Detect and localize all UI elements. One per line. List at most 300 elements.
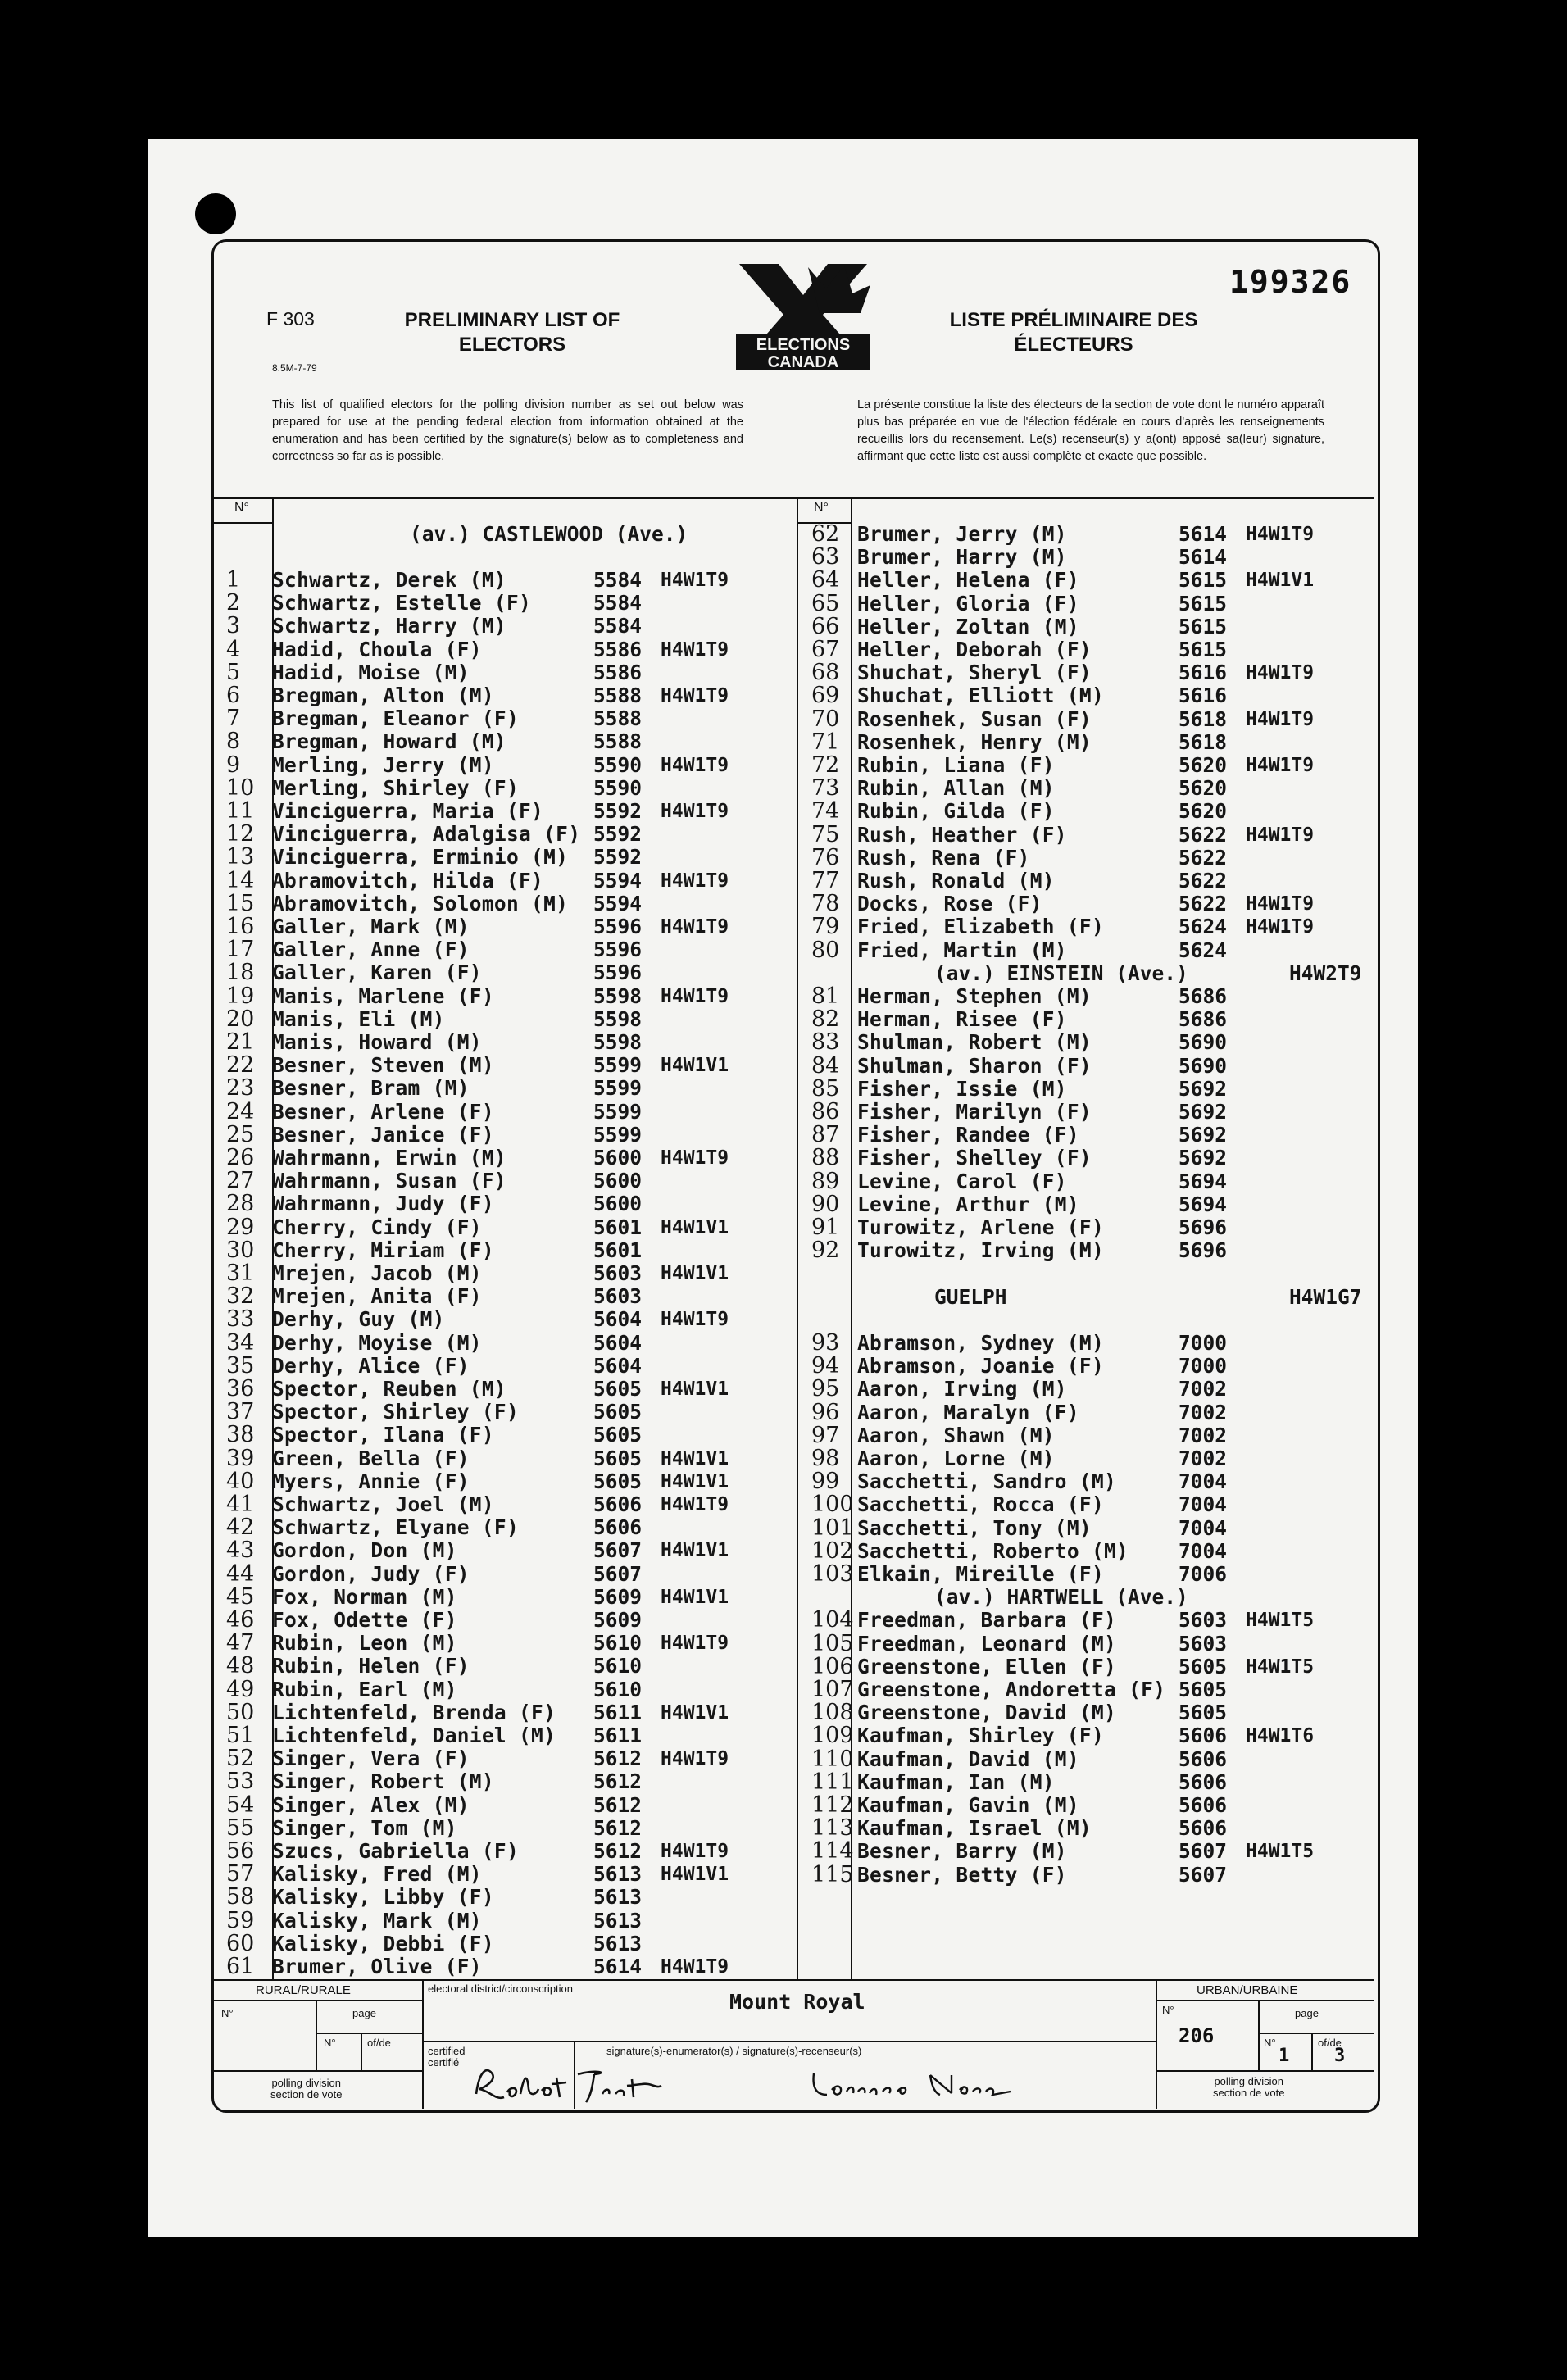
civic-number: 5613 [593,1862,643,1887]
elector-name: Rush, Ronald (M) [857,869,1055,892]
civic-number: 5599 [593,1099,643,1124]
civic-number: 5692 [1179,1146,1228,1170]
civic-number: 5592 [593,799,643,823]
postal-code: H4W1T9 [661,916,729,938]
elector-number: 17 [226,937,255,963]
urban-of-divider [1311,2033,1313,2070]
elector-number: 112 [811,1792,854,1818]
civic-number: 5614 [1179,545,1228,570]
elector-name: Fox, Odette (F) [272,1608,457,1632]
civic-number: 7002 [1179,1423,1228,1447]
civic-number: 5613 [593,1931,643,1955]
elector-name: Lichtenfeld, Brenda (F) [272,1700,556,1724]
elector-number: 4 [226,636,241,662]
electoral-district: Mount Royal [729,1990,865,2014]
civic-number: 5622 [1179,869,1228,892]
civic-number: 5600 [593,1169,643,1193]
section-name: (av.) HARTWELL (Ave.) [934,1585,1188,1610]
civic-number: 7004 [1179,1469,1228,1494]
elector-number: 72 [811,752,840,778]
postal-code: H4W1V1 [661,1864,729,1886]
elector-name: Szucs, Gabriella (F) [272,1839,520,1863]
elector-number: 98 [811,1446,840,1471]
elector-name: Fried, Elizabeth (F) [857,915,1105,939]
elector-number: 26 [226,1145,255,1170]
civic-number: 5584 [593,614,643,638]
civic-number: 5600 [593,1146,643,1170]
civic-number: 5586 [593,637,643,661]
rural-polling-label: polling division section de vote [270,2077,343,2101]
rural-page-no-label: N° [324,2037,336,2049]
elector-name: Manis, Howard (M) [272,1030,482,1054]
civic-number: 5594 [593,868,643,892]
civic-number: 5694 [1179,1192,1228,1216]
footer-urban-divider [1156,1979,1157,2109]
postal-code: H4W1T9 [661,570,729,591]
civic-number: 5607 [593,1538,643,1563]
elector-number: 34 [226,1329,255,1356]
elector-name: Greenstone, Ellen (F) [857,1654,1117,1678]
civic-number: 5599 [593,1122,643,1147]
rural-of-divider [361,2033,362,2070]
civic-number: 5596 [593,961,643,985]
civic-number: 5614 [1179,522,1228,546]
civic-number: 5612 [593,1746,643,1771]
street-section-heading [934,1586,1188,1609]
elector-number: 70 [811,706,840,732]
elector-name: Kaufman, Shirley (F) [857,1724,1105,1748]
civic-number: 5606 [1179,1793,1228,1817]
civic-number: 5605 [593,1423,643,1447]
civic-number: 5614 [593,1955,643,1978]
elector-name: Lichtenfeld, Daniel (M) [272,1724,556,1747]
civic-number: 5605 [593,1377,643,1401]
civic-number: 7006 [1179,1562,1228,1586]
elector-number: 99 [811,1469,840,1495]
elector-name: Bregman, Howard (M) [272,729,506,754]
elector-name: Singer, Tom (M) [272,1815,457,1840]
urban-polling-number: 206 [1179,2024,1215,2047]
elector-number: 15 [226,890,255,916]
postal-code: H4W1T5 [1246,1610,1315,1632]
postal-code: H4W1T9 [661,1748,729,1770]
table-top-rule [213,497,1374,499]
elector-name: Myers, Annie (F) [272,1469,470,1493]
elector-number: 73 [811,775,840,802]
civic-number: 7004 [1179,1538,1228,1563]
form-subcode: 8.5M-7-79 [272,362,317,374]
civic-number: 5606 [1179,1769,1228,1794]
civic-number: 5590 [593,775,643,800]
elector-name: Singer, Vera (F) [272,1746,470,1771]
elector-name: Besner, Arlene (F) [272,1099,494,1124]
urban-page-no-label: N° [1264,2037,1276,2049]
elector-name: Rush, Rena (F) [857,845,1030,870]
civic-number: 5690 [1179,1053,1228,1078]
elector-number: 84 [811,1052,840,1079]
elector-number: 18 [226,960,255,986]
elector-name: Fried, Martin (M) [857,938,1067,962]
civic-number: 5606 [1179,1746,1228,1771]
elector-name: Levine, Arthur (M) [857,1192,1079,1216]
elector-number: 23 [226,1075,255,1101]
postal-code: H4W1T9 [661,1147,729,1169]
elector-number: 11 [226,798,255,824]
elector-name: Aaron, Maralyn (F) [857,1400,1079,1424]
elector-number: 88 [811,1145,840,1171]
elector-number: 68 [811,660,840,686]
postal-code: H4W1V1 [661,1055,729,1077]
section-postal-code: H4W2T9 [1289,961,1362,985]
civic-number: 5607 [1179,1839,1228,1864]
street-section-heading [934,961,1362,985]
civic-number: 5584 [593,591,643,615]
elector-name: Spector, Reuben (M) [272,1377,506,1401]
elector-number: 31 [226,1260,255,1286]
civic-number: 5603 [1179,1631,1228,1656]
elector-name: Schwartz, Harry (M) [272,614,506,638]
postal-code: H4W1T9 [661,1309,729,1331]
elector-number: 87 [811,1122,840,1148]
elector-number: 102 [811,1537,854,1564]
postal-code: H4W1T5 [1246,1841,1315,1863]
civic-number: 5692 [1179,1100,1228,1124]
enumerator-signature-1 [471,2061,684,2110]
elector-number: 93 [811,1330,840,1356]
postal-code: H4W1T9 [1246,755,1315,776]
civic-number: 5612 [593,1839,643,1863]
postal-code: H4W1V1 [661,1378,729,1400]
elector-name: Manis, Marlene (F) [272,983,494,1008]
title-english: PRELIMINARY LIST OF ELECTORS [404,309,620,356]
civic-number: 5588 [593,684,643,707]
elector-name: Kalisky, Debbi (F) [272,1931,494,1955]
elector-name: Shuchat, Sheryl (F) [857,661,1092,685]
elector-name: Greenstone, David (M) [857,1701,1117,1725]
page-number: 1 [1279,2046,1290,2066]
civic-number: 5598 [593,1030,643,1054]
elector-name: Freedman, Leonard (M) [857,1631,1117,1656]
certified-label: certified certifié [428,2045,466,2069]
elector-number: 80 [811,937,840,963]
elector-name: Vinciguerra, Adalgisa (F) [272,822,581,847]
elector-name: Cherry, Miriam (F) [272,1238,494,1262]
elector-number: 78 [811,891,840,917]
civic-number: 5618 [1179,729,1228,754]
elector-number: 113 [811,1815,854,1842]
civic-number: 7000 [1179,1354,1228,1378]
elector-name: Merling, Jerry (M) [272,752,494,777]
elector-name: Rosenhek, Susan (F) [857,706,1092,731]
section-castlewood: (av.) CASTLEWOOD (Ave.) [410,522,688,546]
rural-header-rule [213,2000,422,2001]
elector-name: Cherry, Cindy (F) [272,1215,482,1239]
logo-line-1: ELECTIONS [756,336,851,354]
civic-number: 7002 [1179,1377,1228,1401]
civic-number: 5613 [593,1885,643,1910]
elector-name: Kaufman, Israel (M) [857,1816,1092,1841]
elector-name: Mrejen, Anita (F) [272,1284,482,1309]
civic-number: 5692 [1179,1076,1228,1101]
elector-name: Rubin, Leon (M) [272,1631,457,1656]
civic-number: 5603 [1179,1608,1228,1633]
civic-number: 7000 [1179,1331,1228,1355]
civic-number: 5588 [593,706,643,731]
civic-number: 5615 [1179,591,1228,615]
elector-name: Shulman, Sharon (F) [857,1053,1092,1078]
civic-number: 5606 [593,1492,643,1516]
elector-name: Besner, Barry (M) [857,1839,1067,1864]
civic-number: 5618 [1179,706,1228,731]
civic-number: 5616 [1179,661,1228,685]
enumerator-signature-2 [807,2067,1029,2104]
elector-name: Brumer, Jerry (M) [857,522,1067,546]
elector-number: 24 [226,1098,255,1124]
postal-code: H4W1T9 [1246,893,1315,915]
section-name: GUELPH [934,1284,1007,1309]
serial-number: 199326 [1229,264,1352,300]
elector-number: 81 [811,983,840,1009]
elector-name: Herman, Stephen (M) [857,984,1092,1008]
elector-name: Shuchat, Elliott (M) [857,684,1105,708]
civic-number: 5610 [593,1677,643,1701]
civic-number: 5686 [1179,984,1228,1008]
number-header-right: N° [814,501,829,515]
civic-number: 5610 [593,1631,643,1656]
civic-number: 5692 [1179,1123,1228,1147]
elector-number: 66 [811,613,840,639]
civic-number: 5590 [593,752,643,777]
elector-name: Fisher, Marilyn (F) [857,1100,1092,1124]
civic-number: 5604 [593,1330,643,1355]
elector-name: Fisher, Randee (F) [857,1123,1079,1147]
civic-number: 5605 [593,1446,643,1470]
elector-name: Sacchetti, Rocca (F) [857,1492,1105,1517]
elector-name: Turowitz, Irving (M) [857,1238,1105,1263]
elector-name: Derhy, Alice (F) [272,1353,470,1378]
elector-name: Sacchetti, Tony (M) [857,1515,1092,1540]
postal-code: H4W1T9 [661,1633,729,1655]
urban-of-label: of/de [1318,2037,1342,2049]
elector-number: 55 [226,1815,255,1841]
elector-name: Mrejen, Jacob (M) [272,1261,482,1285]
elector-name: Docks, Rose (F) [857,892,1042,916]
civic-number: 7002 [1179,1400,1228,1424]
postal-code: H4W1V1 [661,1470,729,1492]
elector-name: Kalisky, Fred (M) [272,1862,482,1887]
elector-number: 45 [226,1583,255,1610]
elector-name: Galler, Anne (F) [272,938,470,962]
elector-number: 21 [226,1029,255,1055]
elector-number: 90 [811,1191,840,1217]
elector-name: Kalisky, Mark (M) [272,1908,482,1933]
civic-number: 5624 [1179,938,1228,962]
number-header-left: N° [234,501,249,515]
elector-name: Rubin, Helen (F) [272,1654,470,1678]
elector-name: Freedman, Barbara (F) [857,1608,1117,1633]
elector-number: 13 [226,844,255,870]
civic-number: 5607 [1179,1862,1228,1887]
elector-name: Kaufman, Gavin (M) [857,1793,1079,1817]
elector-number: 96 [811,1399,840,1425]
urban-label: URBAN/URBAINE [1197,1983,1298,1997]
elector-name: Singer, Alex (M) [272,1792,470,1817]
elector-number: 56 [226,1838,255,1864]
elector-name: Sacchetti, Sandro (M) [857,1469,1117,1494]
page-total: 3 [1334,2046,1346,2066]
elector-name: Aaron, Irving (M) [857,1377,1067,1401]
civic-number: 5605 [1179,1678,1228,1701]
elector-number: 53 [226,1769,255,1795]
elector-name: Shulman, Robert (M) [857,1030,1092,1055]
elector-number: 27 [226,1168,255,1194]
elector-number: 107 [811,1677,854,1702]
district-rule [422,2041,1156,2042]
urban-header-rule [1156,2000,1374,2001]
civic-number: 5606 [1179,1724,1228,1748]
elector-name: Bregman, Alton (M) [272,684,494,707]
rural-of-label: of/de [367,2037,391,2049]
header-rule-left [213,522,272,524]
elector-number: 25 [226,1121,255,1147]
elector-number: 44 [226,1560,255,1587]
elector-name: Sacchetti, Roberto (M) [857,1538,1129,1563]
elector-name: Greenstone, Andoretta (F) [857,1678,1166,1701]
civic-number: 7002 [1179,1447,1228,1470]
civic-number: 5622 [1179,845,1228,870]
civic-number: 7004 [1179,1492,1228,1517]
civic-number: 5624 [1179,915,1228,939]
urban-lower-rule [1156,2070,1374,2072]
elector-number: 39 [226,1445,255,1471]
elector-number: 36 [226,1376,255,1401]
civic-number: 5615 [1179,568,1228,593]
postal-code: H4W1T9 [1246,662,1315,684]
civic-number: 5612 [593,1815,643,1840]
postal-code: H4W1T9 [1246,524,1315,545]
elector-number: 14 [226,867,255,893]
elector-name: Besner, Janice (F) [272,1122,494,1147]
elector-number: 3 [226,613,241,639]
elector-number: 85 [811,1075,840,1101]
section-postal-code: H4W1G7 [1289,1284,1362,1309]
elector-name: Vinciguerra, Erminio (M) [272,845,569,870]
postal-code: H4W1T6 [1246,1725,1315,1747]
civic-number: 5694 [1179,1169,1228,1193]
elector-number: 9 [226,752,241,778]
elector-number: 33 [226,1306,255,1333]
rural-no-label: N° [221,2007,234,2019]
civic-number: 5586 [593,660,643,684]
civic-number: 5606 [593,1515,643,1540]
elector-name: Abramovitch, Hilda (F) [272,868,544,892]
civic-number: 5600 [593,1192,643,1216]
elector-number: 114 [811,1838,854,1864]
elector-name: Brumer, Olive (F) [272,1955,482,1978]
civic-number: 5604 [593,1307,643,1332]
elector-number: 41 [226,1492,255,1517]
postal-code: H4W1T9 [1246,916,1315,938]
elector-name: Heller, Zoltan (M) [857,614,1079,638]
postal-code: H4W1T9 [661,1956,729,1978]
elector-number: 50 [226,1699,255,1725]
elector-name: Derhy, Moyise (M) [272,1330,482,1355]
postal-code: H4W1V1 [1246,570,1315,592]
elector-number: 97 [811,1422,840,1448]
rural-page-label: page [352,2007,376,2019]
elector-number: 10 [226,774,255,801]
elector-name: Wahrmann, Erwin (M) [272,1146,506,1170]
rural-page-rule [316,2033,422,2034]
intro-english: This list of qualified electors for the polling division number as set out below was prepared for use at the pending federal election from information obtained at the enumeration and has been certified by the signature(s) below as to completeness and correctness so far as is possible. [272,398,743,463]
elector-number: 5 [226,659,241,685]
elector-number: 109 [811,1723,854,1749]
elector-name: Green, Bella (F) [272,1446,470,1470]
elector-number: 108 [811,1700,854,1726]
elector-number: 16 [226,914,255,939]
elector-name: Galler, Karen (F) [272,961,482,985]
elector-name: Galler, Mark (M) [272,915,470,938]
elector-name: Herman, Risee (F) [857,1007,1067,1032]
elector-number: 37 [226,1399,255,1425]
postal-code: H4W1T9 [1246,824,1315,846]
logo-line-2: CANADA [767,353,839,371]
elector-number: 71 [811,729,840,755]
elector-name: Levine, Carol (F) [857,1169,1067,1193]
elector-name: Besner, Steven (M) [272,1053,494,1078]
elector-name: Besner, Betty (F) [857,1862,1067,1887]
elector-name: Rubin, Earl (M) [272,1677,457,1701]
elector-number: 32 [226,1283,255,1310]
elector-name: Derhy, Guy (M) [272,1307,445,1332]
elector-name: Abramson, Sydney (M) [857,1331,1105,1355]
elector-name: Rubin, Liana (F) [857,753,1055,777]
elector-number: 101 [811,1515,854,1541]
elector-name: Singer, Robert (M) [272,1769,494,1794]
civic-number: 5610 [593,1654,643,1678]
postal-code: H4W1T5 [1246,1656,1315,1678]
elector-name: Manis, Eli (M) [272,1006,445,1031]
elector-name: Turowitz, Arlene (F) [857,1215,1105,1239]
civic-number: 5592 [593,822,643,847]
elector-name: Kalisky, Libby (F) [272,1885,494,1910]
urban-page-label: page [1295,2007,1319,2019]
civic-number: 5603 [593,1284,643,1309]
elector-number: 28 [226,1191,255,1217]
elector-number: 48 [226,1653,255,1679]
elector-number: 64 [811,567,840,593]
elector-number: 104 [811,1607,854,1633]
elector-number: 47 [226,1630,255,1656]
elector-name: Brumer, Harry (M) [857,545,1067,570]
elector-number: 67 [811,637,840,662]
civic-number: 5601 [593,1215,643,1239]
postal-code: H4W1T9 [661,1841,729,1862]
civic-number: 5607 [593,1561,643,1586]
elector-number: 115 [811,1861,854,1887]
elector-number: 105 [811,1630,854,1656]
title-french: LISTE PRÉLIMINAIRE DES ÉLECTEURS [949,309,1198,356]
elector-name: Abramson, Joanie (F) [857,1354,1105,1378]
elector-number: 61 [226,1954,255,1979]
elector-name: Schwartz, Estelle (F) [272,591,532,615]
elector-name: Fox, Norman (M) [272,1584,457,1609]
civic-number: 5605 [593,1469,643,1493]
elector-number: 46 [226,1607,255,1633]
elector-name: Heller, Gloria (F) [857,591,1079,615]
civic-number: 5603 [593,1261,643,1285]
elector-name: Vinciguerra, Maria (F) [272,799,544,823]
